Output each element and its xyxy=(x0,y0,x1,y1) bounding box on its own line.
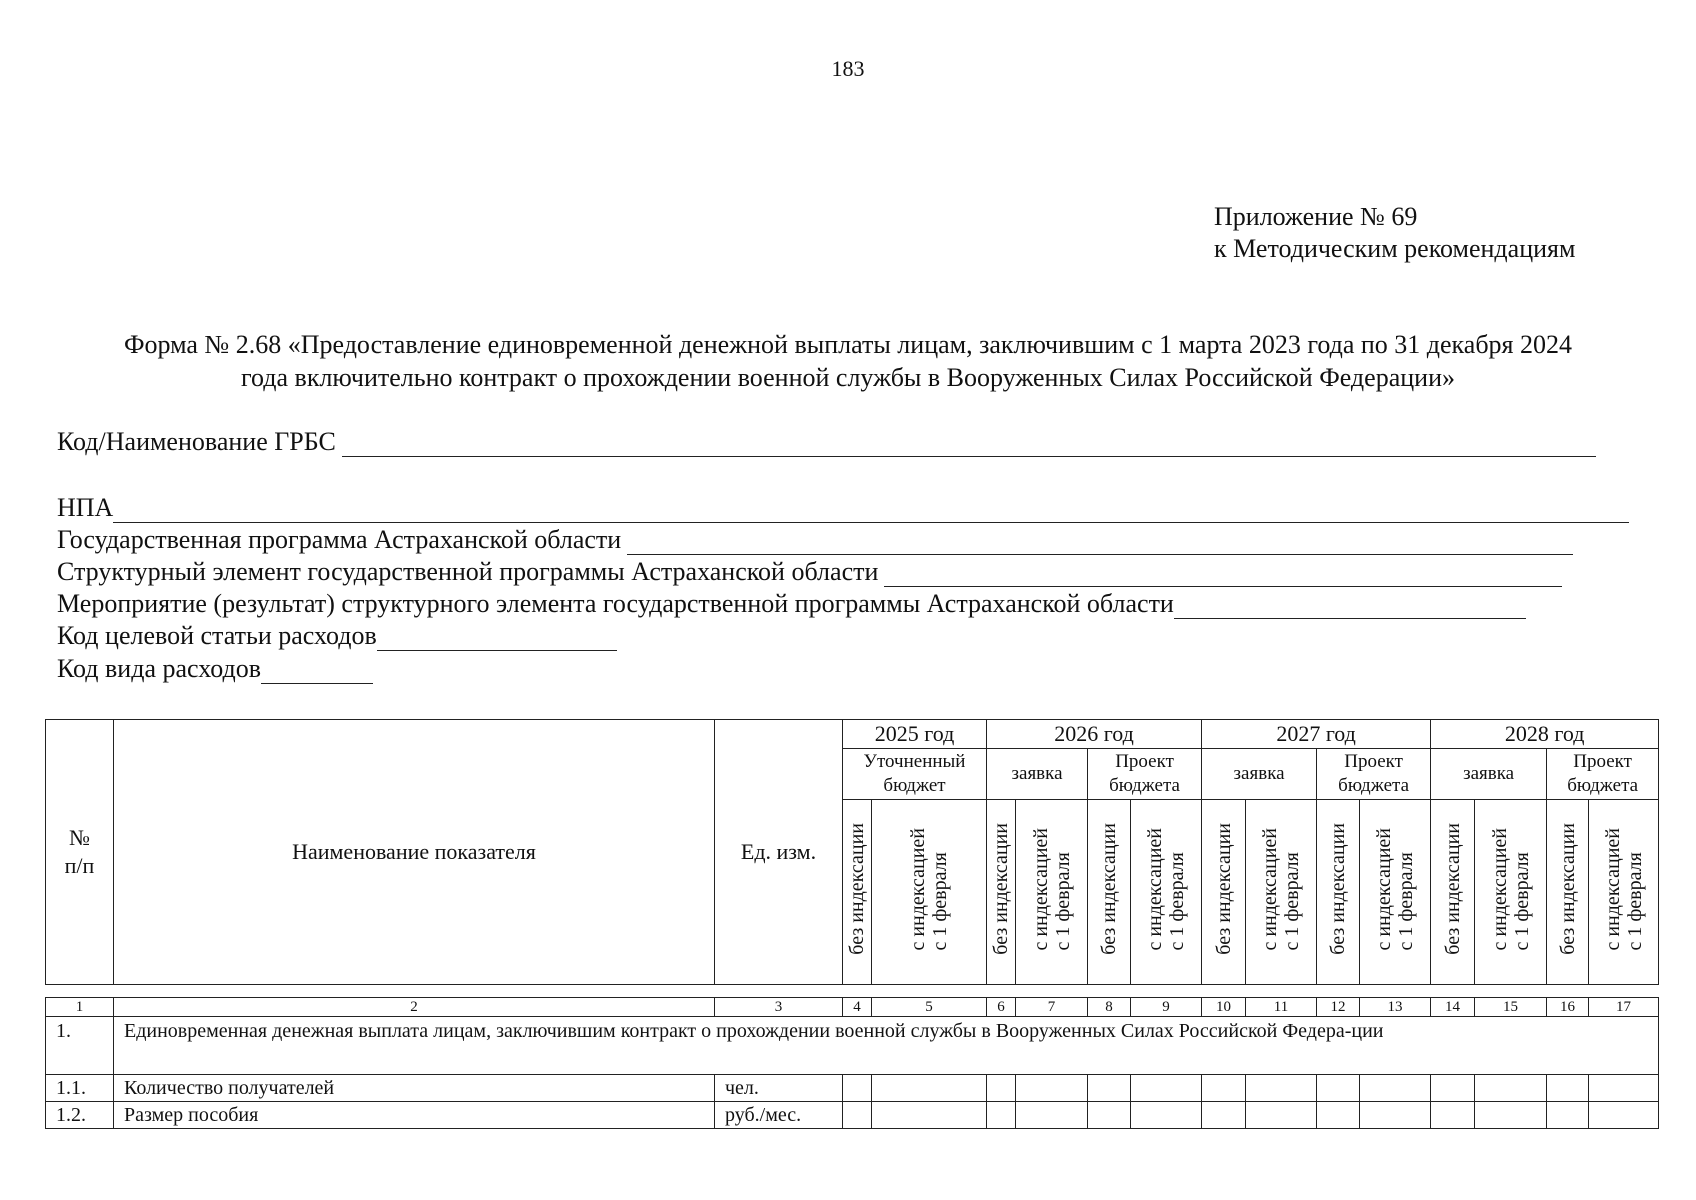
sub-request-2026: заявка xyxy=(987,749,1088,800)
sub-request-2028: заявка xyxy=(1431,749,1547,800)
value-cell[interactable] xyxy=(1202,1075,1246,1102)
header-number-cell xyxy=(46,720,114,985)
col-without-indexation: без индексации xyxy=(1547,800,1589,985)
col-with-indexation: с индексацией с 1 февраля xyxy=(1589,800,1659,985)
col-number: 1 xyxy=(46,998,114,1017)
value-cell[interactable] xyxy=(1547,1075,1589,1102)
value-cell[interactable] xyxy=(872,1102,987,1129)
col-without-indexation: без индексации xyxy=(843,800,872,985)
col-number: 13 xyxy=(1360,998,1431,1017)
grbs-blank-line[interactable] xyxy=(342,434,1596,457)
value-cell[interactable] xyxy=(1317,1075,1360,1102)
header-unit-cell xyxy=(715,720,843,985)
year-2028: 2028 год xyxy=(1431,720,1659,749)
grbs-label: Код/Наименование ГРБС xyxy=(57,427,336,456)
table-row xyxy=(46,1102,1659,1129)
col-without-indexation: без индексации xyxy=(1088,800,1131,985)
value-cell[interactable] xyxy=(1589,1102,1659,1129)
row-number: 1.2. xyxy=(46,1102,114,1129)
page-number: 183 xyxy=(831,56,865,81)
sub-project-2027: Проект бюджета xyxy=(1317,749,1431,800)
col-number: 12 xyxy=(1317,998,1360,1017)
row-number: 1.1. xyxy=(46,1075,114,1102)
indicators-table-body xyxy=(45,997,1659,1129)
program-blank-line[interactable] xyxy=(627,532,1573,555)
header-unit-label: Ед. изм. xyxy=(740,839,817,864)
header-number-label: № п/п xyxy=(64,825,95,878)
expense-code-blank-line[interactable] xyxy=(261,661,373,684)
header-name-cell xyxy=(114,720,715,985)
appendix-line-2: к Методическим рекомендациям xyxy=(1214,234,1576,263)
program-field xyxy=(57,525,1573,555)
target-code-field xyxy=(57,621,617,651)
indicator-name: Количество получателей xyxy=(114,1075,715,1102)
col-number: 2 xyxy=(114,998,715,1017)
col-number: 15 xyxy=(1475,998,1547,1017)
col-number: 9 xyxy=(1131,998,1202,1017)
value-cell[interactable] xyxy=(1088,1075,1131,1102)
col-number: 4 xyxy=(843,998,872,1017)
expense-code-field xyxy=(57,654,373,684)
header-name-label: Наименование показателя xyxy=(292,839,536,864)
col-number: 11 xyxy=(1246,998,1317,1017)
npa-field xyxy=(57,493,1629,523)
program-label: Государственная программа Астраханской области xyxy=(57,525,622,554)
table-row-section xyxy=(46,1017,1659,1075)
value-cell[interactable] xyxy=(1246,1102,1317,1129)
col-number: 7 xyxy=(1016,998,1088,1017)
sub-request-2027: заявка xyxy=(1202,749,1317,800)
form-title-line-1: Форма № 2.68 «Предоставление единовременной денежной выплаты лицам, заключившим с 1 марта 2023 года по 31 декабря 2024 xyxy=(123,330,1573,359)
struct-element-label: Структурный элемент государственной программы Астраханской области xyxy=(57,557,879,586)
value-cell[interactable] xyxy=(1016,1102,1088,1129)
year-2025: 2025 год xyxy=(843,720,987,749)
value-cell[interactable] xyxy=(1360,1102,1431,1129)
value-cell[interactable] xyxy=(1431,1102,1475,1129)
indicator-unit: руб./мес. xyxy=(715,1102,843,1129)
value-cell[interactable] xyxy=(1475,1075,1547,1102)
form-title xyxy=(50,328,1646,394)
value-cell[interactable] xyxy=(1431,1075,1475,1102)
row-number: 1. xyxy=(46,1017,114,1075)
col-number: 10 xyxy=(1202,998,1246,1017)
value-cell[interactable] xyxy=(1246,1075,1317,1102)
indicator-unit: чел. xyxy=(715,1075,843,1102)
event-field xyxy=(57,589,1526,619)
year-2027: 2027 год xyxy=(1202,720,1431,749)
appendix-line-1: Приложение № 69 xyxy=(1214,202,1418,231)
sub-refined-budget-2025: Уточненный бюджет xyxy=(843,749,987,800)
column-numbers-row xyxy=(46,998,1659,1017)
sub-project-2028: Проект бюджета xyxy=(1547,749,1659,800)
target-code-blank-line[interactable] xyxy=(377,628,617,651)
year-2026: 2026 год xyxy=(987,720,1202,749)
value-cell[interactable] xyxy=(1589,1075,1659,1102)
event-label: Мероприятие (результат) структурного элемента государственной программы Астраханской области xyxy=(57,589,1174,618)
value-cell[interactable] xyxy=(872,1075,987,1102)
col-number: 8 xyxy=(1088,998,1131,1017)
col-without-indexation: без индексации xyxy=(1202,800,1246,985)
value-cell[interactable] xyxy=(1088,1102,1131,1129)
value-cell[interactable] xyxy=(1360,1075,1431,1102)
value-cell[interactable] xyxy=(1317,1102,1360,1129)
grbs-field xyxy=(57,427,1596,457)
col-number: 6 xyxy=(987,998,1016,1017)
col-without-indexation: без индексации xyxy=(1431,800,1475,985)
event-blank-line[interactable] xyxy=(1174,596,1526,619)
expense-code-label: Код вида расходов xyxy=(57,654,261,683)
value-cell[interactable] xyxy=(1016,1075,1088,1102)
section-title: Единовременная денежная выплата лицам, заключившим контракт о прохождении военной службы в Вооруженных Силах Российской Федера-ции xyxy=(114,1017,1659,1075)
col-number: 5 xyxy=(872,998,987,1017)
col-without-indexation: без индексации xyxy=(987,800,1016,985)
value-cell[interactable] xyxy=(1202,1102,1246,1129)
value-cell[interactable] xyxy=(1547,1102,1589,1129)
form-title-line-2: года включительно контракт о прохождении военной службы в Вооруженных Силах Российской Федерации» xyxy=(241,363,1455,392)
table-row xyxy=(46,1075,1659,1102)
value-cell[interactable] xyxy=(843,1102,872,1129)
col-with-indexation: с индексацией с 1 февраля xyxy=(1016,800,1088,985)
indicator-name: Размер пособия xyxy=(114,1102,715,1129)
struct-element-blank-line[interactable] xyxy=(884,564,1562,587)
col-with-indexation: с индексацией с 1 февраля xyxy=(1360,800,1431,985)
col-with-indexation: с индексацией с 1 февраля xyxy=(1475,800,1547,985)
value-cell[interactable] xyxy=(1131,1102,1202,1129)
value-cell[interactable] xyxy=(843,1075,872,1102)
value-cell[interactable] xyxy=(1475,1102,1547,1129)
sub-project-2026: Проект бюджета xyxy=(1088,749,1202,800)
struct-element-field xyxy=(57,557,1562,587)
npa-blank-line[interactable] xyxy=(113,500,1629,523)
value-cell[interactable] xyxy=(1131,1075,1202,1102)
npa-label: НПА xyxy=(57,493,114,522)
col-with-indexation: с индексацией с 1 февраля xyxy=(872,800,987,985)
target-code-label: Код целевой статьи расходов xyxy=(57,621,377,650)
col-number: 3 xyxy=(715,998,843,1017)
value-cell[interactable] xyxy=(987,1075,1016,1102)
col-without-indexation: без индексации xyxy=(1317,800,1360,985)
col-with-indexation: с индексацией с 1 февраля xyxy=(1131,800,1202,985)
col-number: 16 xyxy=(1547,998,1589,1017)
value-cell[interactable] xyxy=(987,1102,1016,1129)
indicators-table-header xyxy=(45,719,1659,985)
col-with-indexation: с индексацией с 1 февраля xyxy=(1246,800,1317,985)
appendix-note xyxy=(1214,201,1575,265)
col-number: 14 xyxy=(1431,998,1475,1017)
col-number: 17 xyxy=(1589,998,1659,1017)
